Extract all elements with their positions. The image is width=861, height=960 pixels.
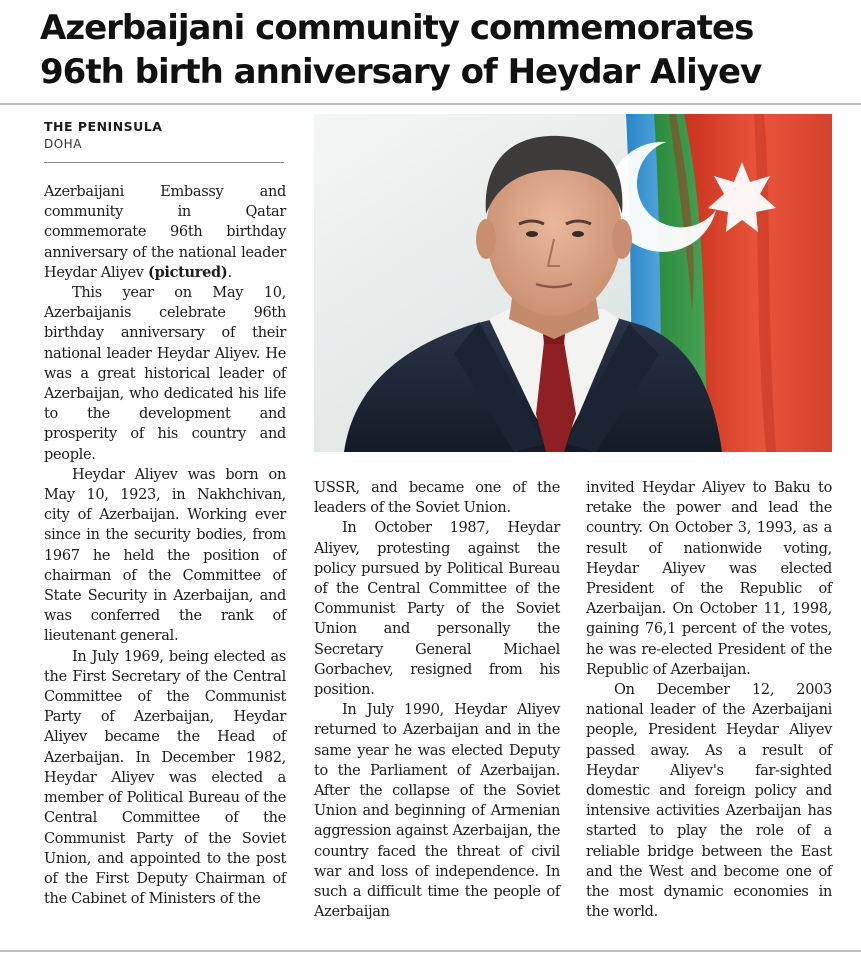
article-paragraph: This year on May 10, Azerbaijanis celebrate 96th birthday anniversary of their national leader Heydar Aliyev. He was a great historical leader of Azerbaijan, who dedicated his life to the development and prosperity of his country and people.	[44, 285, 286, 463]
bottom-divider	[0, 950, 861, 952]
article-paragraph: In October 1987, Heydar Aliyev, protesting against the policy pursued by Political Bureau of the Central Committee of the Communist Party of the Soviet Union and personally the Secretary General Michael Gorbachev, resigned from his position.	[314, 520, 560, 699]
article-lead-end: .	[227, 264, 232, 281]
article-lead-text: Azerbaijani Embassy and community in Qatar commemorate 96th birthday anniversary of the national leader Heydar Aliyev	[44, 184, 286, 281]
headline-line-2: 96th birth anniversary of Heydar Aliyev	[40, 52, 762, 92]
article-column-3	[586, 478, 832, 922]
byline-divider	[44, 162, 284, 163]
article-lead-bold: (pictured)	[148, 263, 228, 281]
portrait-illustration	[314, 114, 832, 452]
article-paragraph: On December 12, 2003 national leader of the Azerbaijani people, President Heydar Aliyev passed away. As a result of Heydar Aliyev's far-sighted domestic and foreign policy and intensive activities Azerbaijan has started to play the role of a reliable bridge between the East and the West and become one of the most dynamic economies in the world.	[586, 682, 832, 921]
article-column-1	[44, 182, 286, 909]
byline	[44, 118, 284, 153]
top-divider	[0, 103, 861, 105]
portrait-photo	[314, 114, 832, 452]
byline-place: DOHA	[44, 137, 82, 151]
headline	[40, 6, 840, 94]
headline-line-1: Azerbaijani community commemorates	[40, 8, 754, 48]
article-paragraph-continued: USSR, and became one of the leaders of the Soviet Union.	[314, 480, 560, 517]
article-paragraph: In July 1969, being elected as the First Secretary of the Central Committee of the Communist Party of Azerbaijan, Heydar Aliyev became the Head of Azerbaijan. In December 1982, Heydar Aliyev was elected a member of Political Bureau of the Central Committee of the Communist Party of the Soviet Union, and appointed to the post of the First Deputy Chairman of the Cabinet of Ministers of the	[44, 648, 286, 908]
article-lead	[44, 182, 286, 283]
byline-source: THE PENINSULA	[44, 119, 163, 134]
article-column-2	[314, 478, 560, 922]
article-paragraph: Heydar Aliyev was born on May 10, 1923, in Nakhchivan, city of Azerbaijan. Working ever since in the security bodies, from 1967 he held the position of chairman of the Committee of State Security in Azerbaijan, and was conferred the rank of lieutenant general.	[44, 466, 286, 645]
article-paragraph-continued: invited Heydar Aliyev to Baku to retake the power and lead the country. On October 3, 1993, as a result of nationwide voting, Heydar Aliyev was elected President of the Republic of Azerbaijan. On October 11, 1998, gaining 76,1 percent of the votes, he was re-elected President of the Republic of Azerbaijan.	[586, 480, 832, 678]
article-paragraph: In July 1990, Heydar Aliyev returned to Azerbaijan and in the same year he was elected Deputy to the Parliament of Azerbaijan. After the collapse of the Soviet Union and beginning of Armenian aggression against Azerbaijan, the country faced the threat of civil war and loss of independence. In such a difficult time the people of Azerbaijan	[314, 702, 560, 921]
